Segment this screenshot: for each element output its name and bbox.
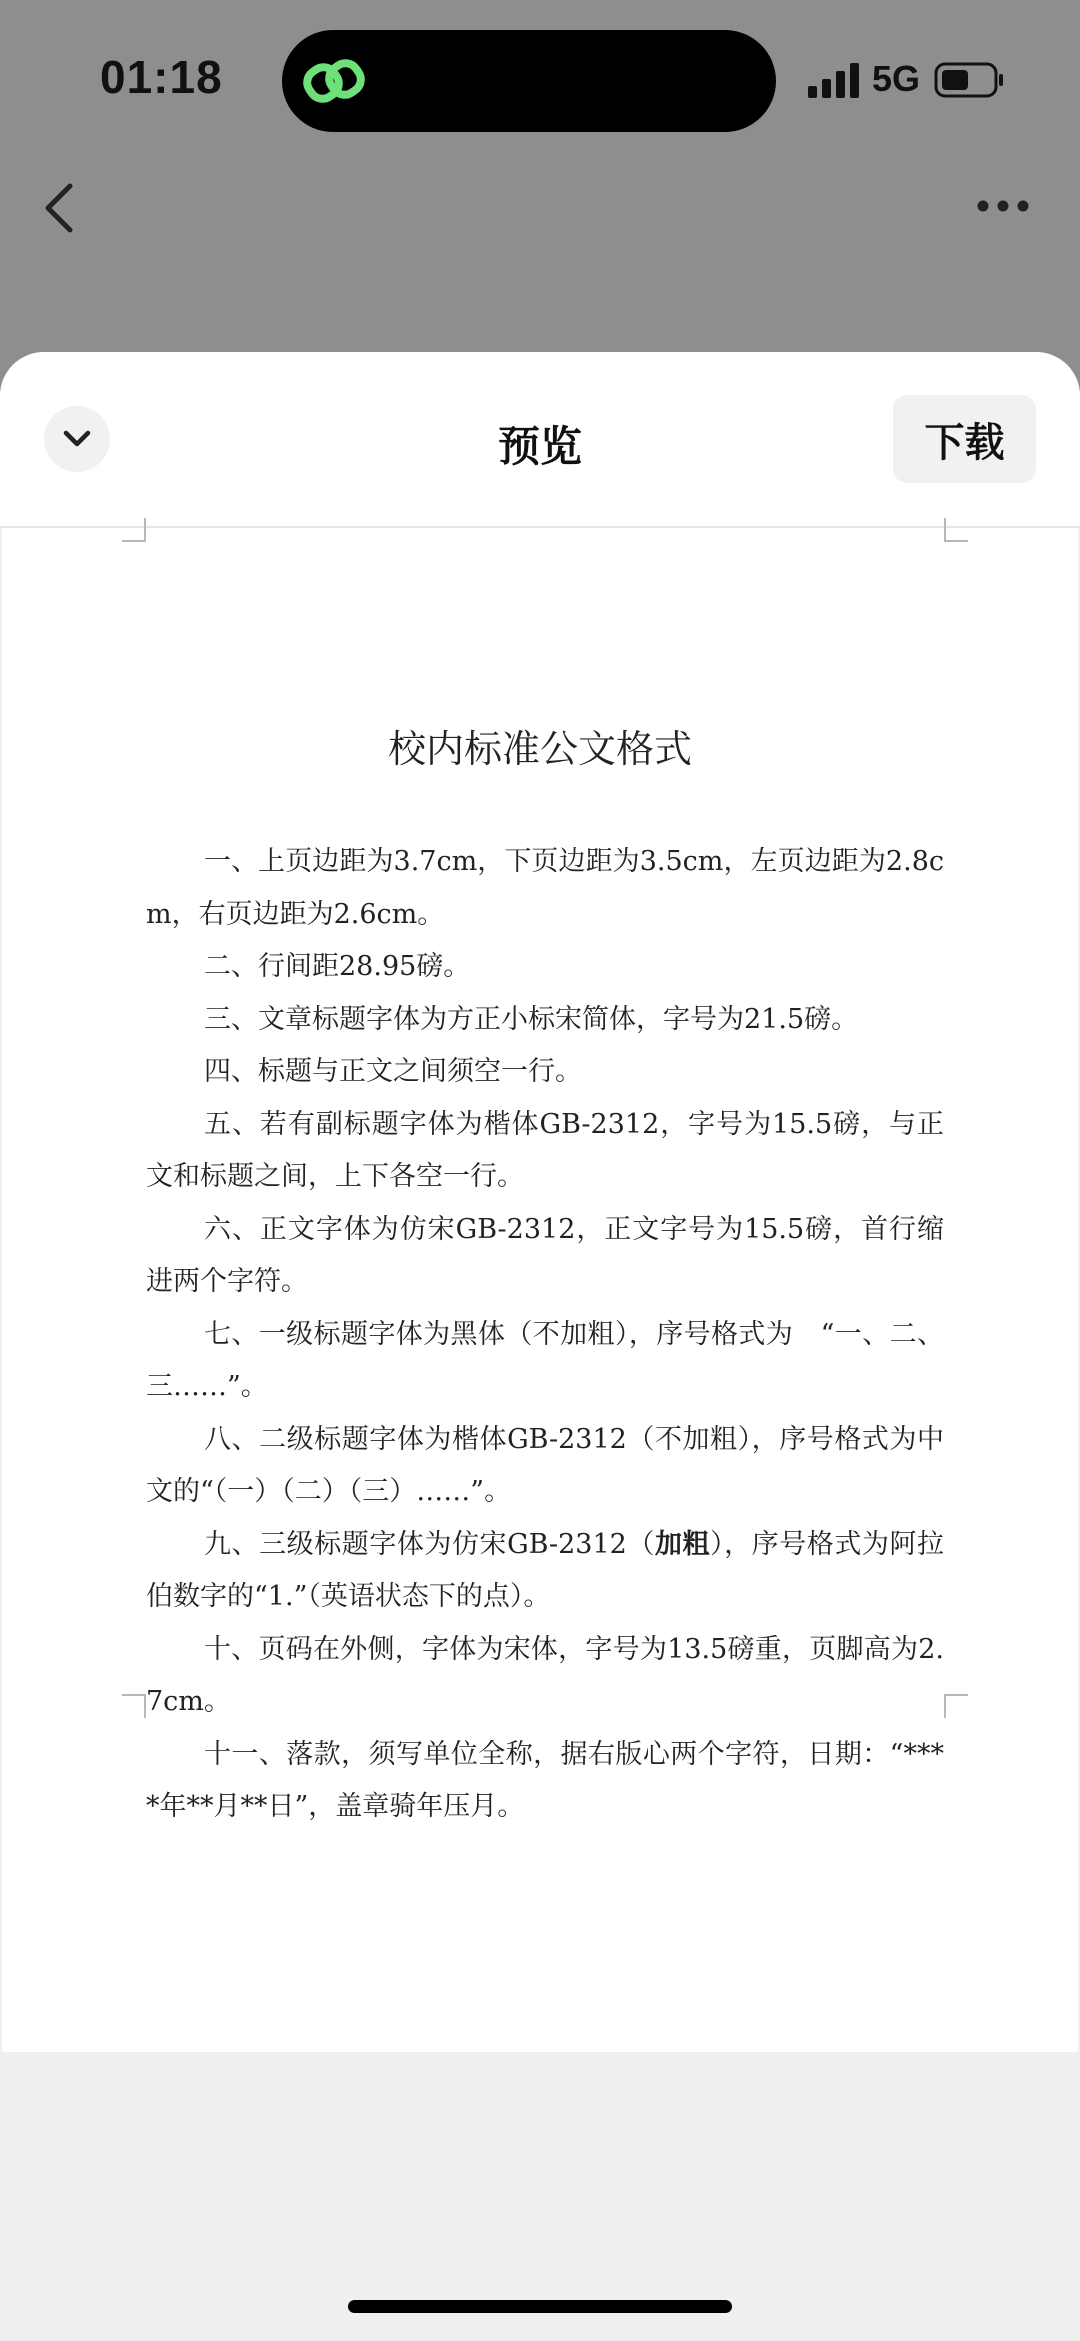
- more-options-icon[interactable]: [976, 196, 1030, 216]
- crop-mark-bottom-right: [944, 1694, 968, 1718]
- doc-paragraph: 四、标题与正文之间须空一行。: [204, 1056, 582, 1087]
- doc-paragraph: 十、页码在外侧，字体为宋体，字号为13.5磅重，页脚高为2.7cm。: [146, 1633, 944, 1717]
- doc-paragraph: 六、正文字体为仿宋GB-2312，正文字号为15.5磅，首行缩进两个字符。: [146, 1213, 944, 1297]
- sheet-header: [0, 352, 1080, 528]
- signal-icon: [808, 62, 862, 98]
- doc-paragraph: 七、一级标题字体为黑体（不加粗），序号格式为 “一、二、三……”。: [146, 1318, 944, 1402]
- status-time: 01:18: [100, 51, 223, 103]
- back-chevron-icon[interactable]: [40, 180, 80, 236]
- crop-mark-top-left: [122, 518, 146, 542]
- download-button[interactable]: 下载: [893, 395, 1036, 483]
- dynamic-island: [282, 30, 776, 132]
- doc-paragraph: 三、文章标题字体为方正小标宋简体，字号为21.5磅。: [204, 1003, 859, 1035]
- document-body: [146, 836, 944, 1834]
- doc-paragraph: 一、上页边距为3.7cm，下页边距为3.5cm，左页边距为2.8cm，右页边距为2.6cm。: [146, 846, 944, 930]
- doc-bold-text: 加粗: [654, 1528, 711, 1560]
- doc-paragraph: 二、行间距28.95磅。: [204, 951, 471, 982]
- crop-mark-bottom-left: [122, 1694, 146, 1718]
- doc-paragraph: 八、二级标题字体为楷体GB-2312（不加粗），序号格式为中文的“（一）（二）（三）……”。: [146, 1423, 944, 1507]
- doc-text: 九、三级标题字体为仿宋GB-2312（: [204, 1528, 655, 1560]
- doc-text: ），序号格式为阿拉伯数字的“1.”（英语状态下的点）。: [146, 1528, 944, 1612]
- battery-icon: [934, 62, 1004, 98]
- home-indicator[interactable]: [348, 2300, 732, 2313]
- doc-paragraph: [146, 1519, 944, 1624]
- document-title: 校内标准公文格式: [387, 727, 692, 771]
- doc-paragraph: 十一、落款，须写单位全称，据右版心两个字符，日期：“****年**月**日”，盖章骑年压月。: [146, 1738, 944, 1822]
- sheet-title: 预览: [497, 422, 582, 471]
- crop-mark-top-right: [944, 518, 968, 542]
- network-type: 5G: [872, 58, 921, 99]
- link-app-icon: [302, 50, 366, 112]
- doc-paragraph: 五、若有副标题字体为楷体GB-2312，字号为15.5磅，与正文和标题之间，上下各空一行。: [146, 1108, 944, 1192]
